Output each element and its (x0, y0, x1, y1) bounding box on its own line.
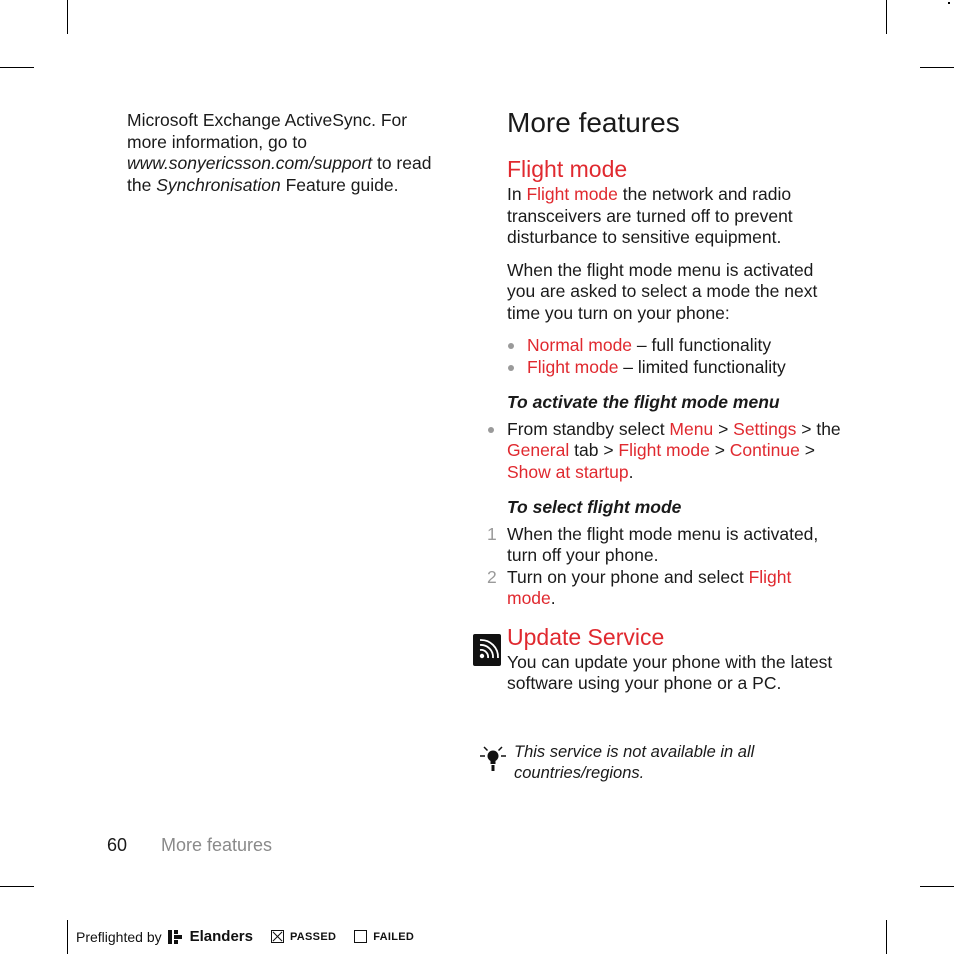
flight-mode-intro (507, 184, 842, 249)
general-term: General (507, 440, 570, 460)
elanders-brand: Elanders (189, 928, 253, 945)
left-paragraph (127, 110, 447, 196)
menu-term: Menu (669, 418, 714, 439)
flight-mode-term: Flight mode (526, 184, 618, 204)
mode-desc: – limited functionality (618, 356, 786, 377)
list-item (507, 335, 842, 357)
step-text: When the flight mode menu is activated, turn off your phone. (507, 523, 819, 565)
mode-name: Normal mode (527, 335, 633, 355)
text: tab > (569, 440, 619, 460)
passed-checkbox-icon (271, 930, 284, 943)
preflight-label: Preflighted by (76, 928, 162, 945)
activate-instruction (507, 419, 842, 484)
crop-mark (0, 67, 34, 68)
crop-mark (0, 886, 34, 887)
list-item (507, 357, 842, 379)
flight-mode-title: Flight mode (507, 156, 628, 182)
mode-list (507, 335, 842, 378)
crop-dot (948, 2, 950, 4)
flight-mode-term: Flight mode (618, 440, 710, 460)
activate-heading: To activate the flight mode menu (507, 392, 780, 412)
support-url: www.sonyericsson.com/support (127, 153, 373, 173)
left-column (127, 110, 447, 196)
page-number: 60 (107, 835, 128, 855)
page-title: More features (507, 107, 680, 138)
text: the network and radio transceivers are turned off to prevent disturbance to sensitive equipment. (507, 184, 793, 247)
step-2 (487, 566, 842, 610)
footer-section-name: More features (161, 835, 273, 855)
text: Microsoft Exchange ActiveSync. For more information, go to (127, 110, 408, 152)
show-at-startup-term: Show at startup (507, 461, 629, 482)
settings-term: Settings (733, 418, 797, 439)
mode-name: Flight mode (527, 356, 619, 377)
crop-mark (67, 0, 68, 34)
crop-mark (886, 0, 887, 34)
select-heading: To select flight mode (507, 497, 682, 517)
update-service-title: Update Service (507, 623, 665, 650)
passed-label: PASSED (289, 930, 337, 943)
flight-mode-menu-para: When the flight mode menu is activated you are asked to select a mode the next time you turn on your phone: (507, 259, 818, 323)
flight-mode-term: Flight mode (507, 566, 792, 608)
text: > (713, 418, 734, 439)
text: . (628, 461, 634, 482)
step-text: . (550, 588, 556, 608)
crop-mark (886, 920, 887, 954)
phone-signal-icon (473, 634, 501, 666)
preflight-stamp (76, 928, 414, 945)
elanders-logo-icon (168, 930, 182, 944)
text: > the (796, 418, 841, 439)
text: > (709, 440, 730, 460)
tip-text: This service is not available in all countries/regions. (514, 743, 755, 782)
crop-mark (920, 886, 954, 887)
continue-term: Continue (729, 440, 800, 460)
crop-mark (67, 920, 68, 954)
step-1 (487, 523, 842, 567)
text: Feature guide. (280, 174, 399, 195)
bullet-marker (488, 427, 494, 433)
failed-label: FAILED (373, 930, 415, 943)
failed-checkbox-icon (354, 930, 367, 943)
right-column (487, 106, 842, 706)
text: > (799, 440, 815, 460)
text: From standby select (507, 418, 670, 439)
update-service-body: You can update your phone with the latest software using your phone or a PC. (507, 651, 833, 693)
mode-desc: – full functionality (632, 335, 772, 355)
crop-mark (920, 67, 954, 68)
lightbulb-icon (478, 744, 508, 772)
step-number: 1 (487, 523, 497, 544)
guide-name: Synchronisation (156, 174, 281, 195)
text: In (507, 184, 527, 204)
text: to read the (127, 153, 432, 195)
step-text: Turn on your phone and select (507, 566, 749, 587)
step-number: 2 (487, 566, 497, 587)
